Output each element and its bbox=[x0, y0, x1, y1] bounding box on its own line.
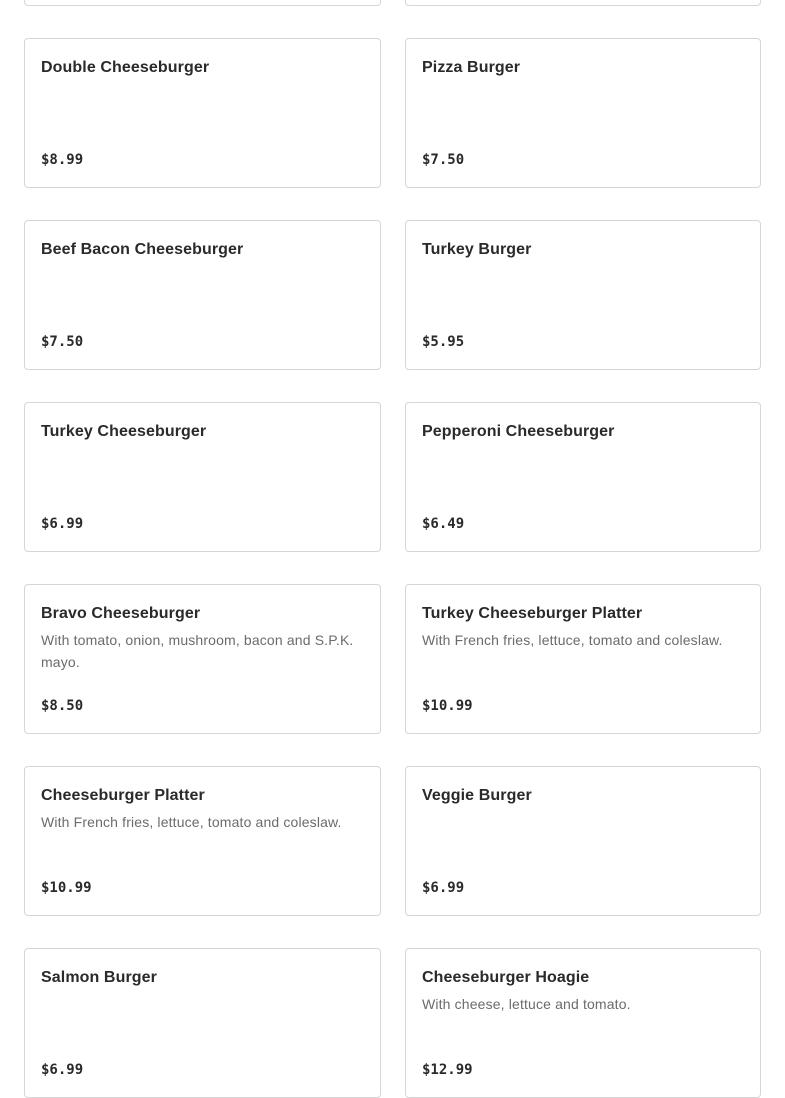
menu-item-card[interactable] bbox=[405, 402, 761, 552]
menu-item-price: $6.99 bbox=[41, 516, 84, 532]
menu-item-name: Turkey Burger bbox=[422, 241, 532, 258]
menu-item-card[interactable] bbox=[405, 584, 761, 734]
menu-item-price: $7.50 bbox=[422, 152, 465, 168]
menu-item-price: $6.99 bbox=[422, 880, 465, 896]
menu-item-grid bbox=[24, 0, 761, 1098]
menu-item-price: $10.99 bbox=[41, 880, 92, 896]
menu-item-card[interactable] bbox=[405, 948, 761, 1098]
menu-item-price: $10.99 bbox=[422, 698, 473, 714]
menu-item-price: $5.95 bbox=[422, 334, 465, 350]
menu-item-name: Cheeseburger Platter bbox=[41, 787, 205, 804]
menu-item-name: Pepperoni Cheeseburger bbox=[422, 423, 615, 440]
menu-item-price: $7.50 bbox=[41, 334, 84, 350]
menu-item-card[interactable] bbox=[405, 0, 761, 6]
menu-item-price: $12.99 bbox=[422, 1062, 473, 1078]
menu-item-description: With French fries, lettuce, tomato and coleslaw. bbox=[41, 814, 342, 830]
menu-item-name: Cheeseburger Hoagie bbox=[422, 969, 590, 986]
menu-item-card[interactable] bbox=[405, 38, 761, 188]
menu-item-card[interactable] bbox=[405, 766, 761, 916]
menu-item-price: $6.49 bbox=[422, 516, 465, 532]
menu-item-description: With tomato, onion, mushroom, bacon and S.P.K. mayo. bbox=[41, 632, 354, 670]
menu-item-card[interactable] bbox=[24, 402, 381, 552]
menu-item-name: Pizza Burger bbox=[422, 59, 521, 76]
menu-item-name: Turkey Cheeseburger bbox=[41, 423, 207, 440]
menu-item-card[interactable] bbox=[24, 584, 381, 734]
menu-item-price: $8.99 bbox=[41, 152, 84, 168]
menu-item-price: $6.99 bbox=[41, 1062, 84, 1078]
menu-item-card[interactable] bbox=[24, 948, 381, 1098]
menu-item-card[interactable] bbox=[24, 220, 381, 370]
menu-item-name: Beef Bacon Cheeseburger bbox=[41, 241, 244, 258]
menu-item-name: Veggie Burger bbox=[422, 787, 532, 804]
menu-item-card[interactable] bbox=[24, 38, 381, 188]
menu-item-name: Salmon Burger bbox=[41, 969, 157, 986]
menu-item-card[interactable] bbox=[24, 766, 381, 916]
menu-item-card[interactable] bbox=[405, 220, 761, 370]
menu-item-name: Double Cheeseburger bbox=[41, 59, 210, 76]
menu-item-name: Turkey Cheeseburger Platter bbox=[422, 605, 643, 622]
menu-item-description: With cheese, lettuce and tomato. bbox=[422, 996, 631, 1012]
menu-item-name: Bravo Cheeseburger bbox=[41, 605, 201, 622]
menu-item-card[interactable] bbox=[24, 0, 381, 6]
menu-item-description: With French fries, lettuce, tomato and coleslaw. bbox=[422, 632, 723, 648]
menu-item-price: $8.50 bbox=[41, 698, 84, 714]
